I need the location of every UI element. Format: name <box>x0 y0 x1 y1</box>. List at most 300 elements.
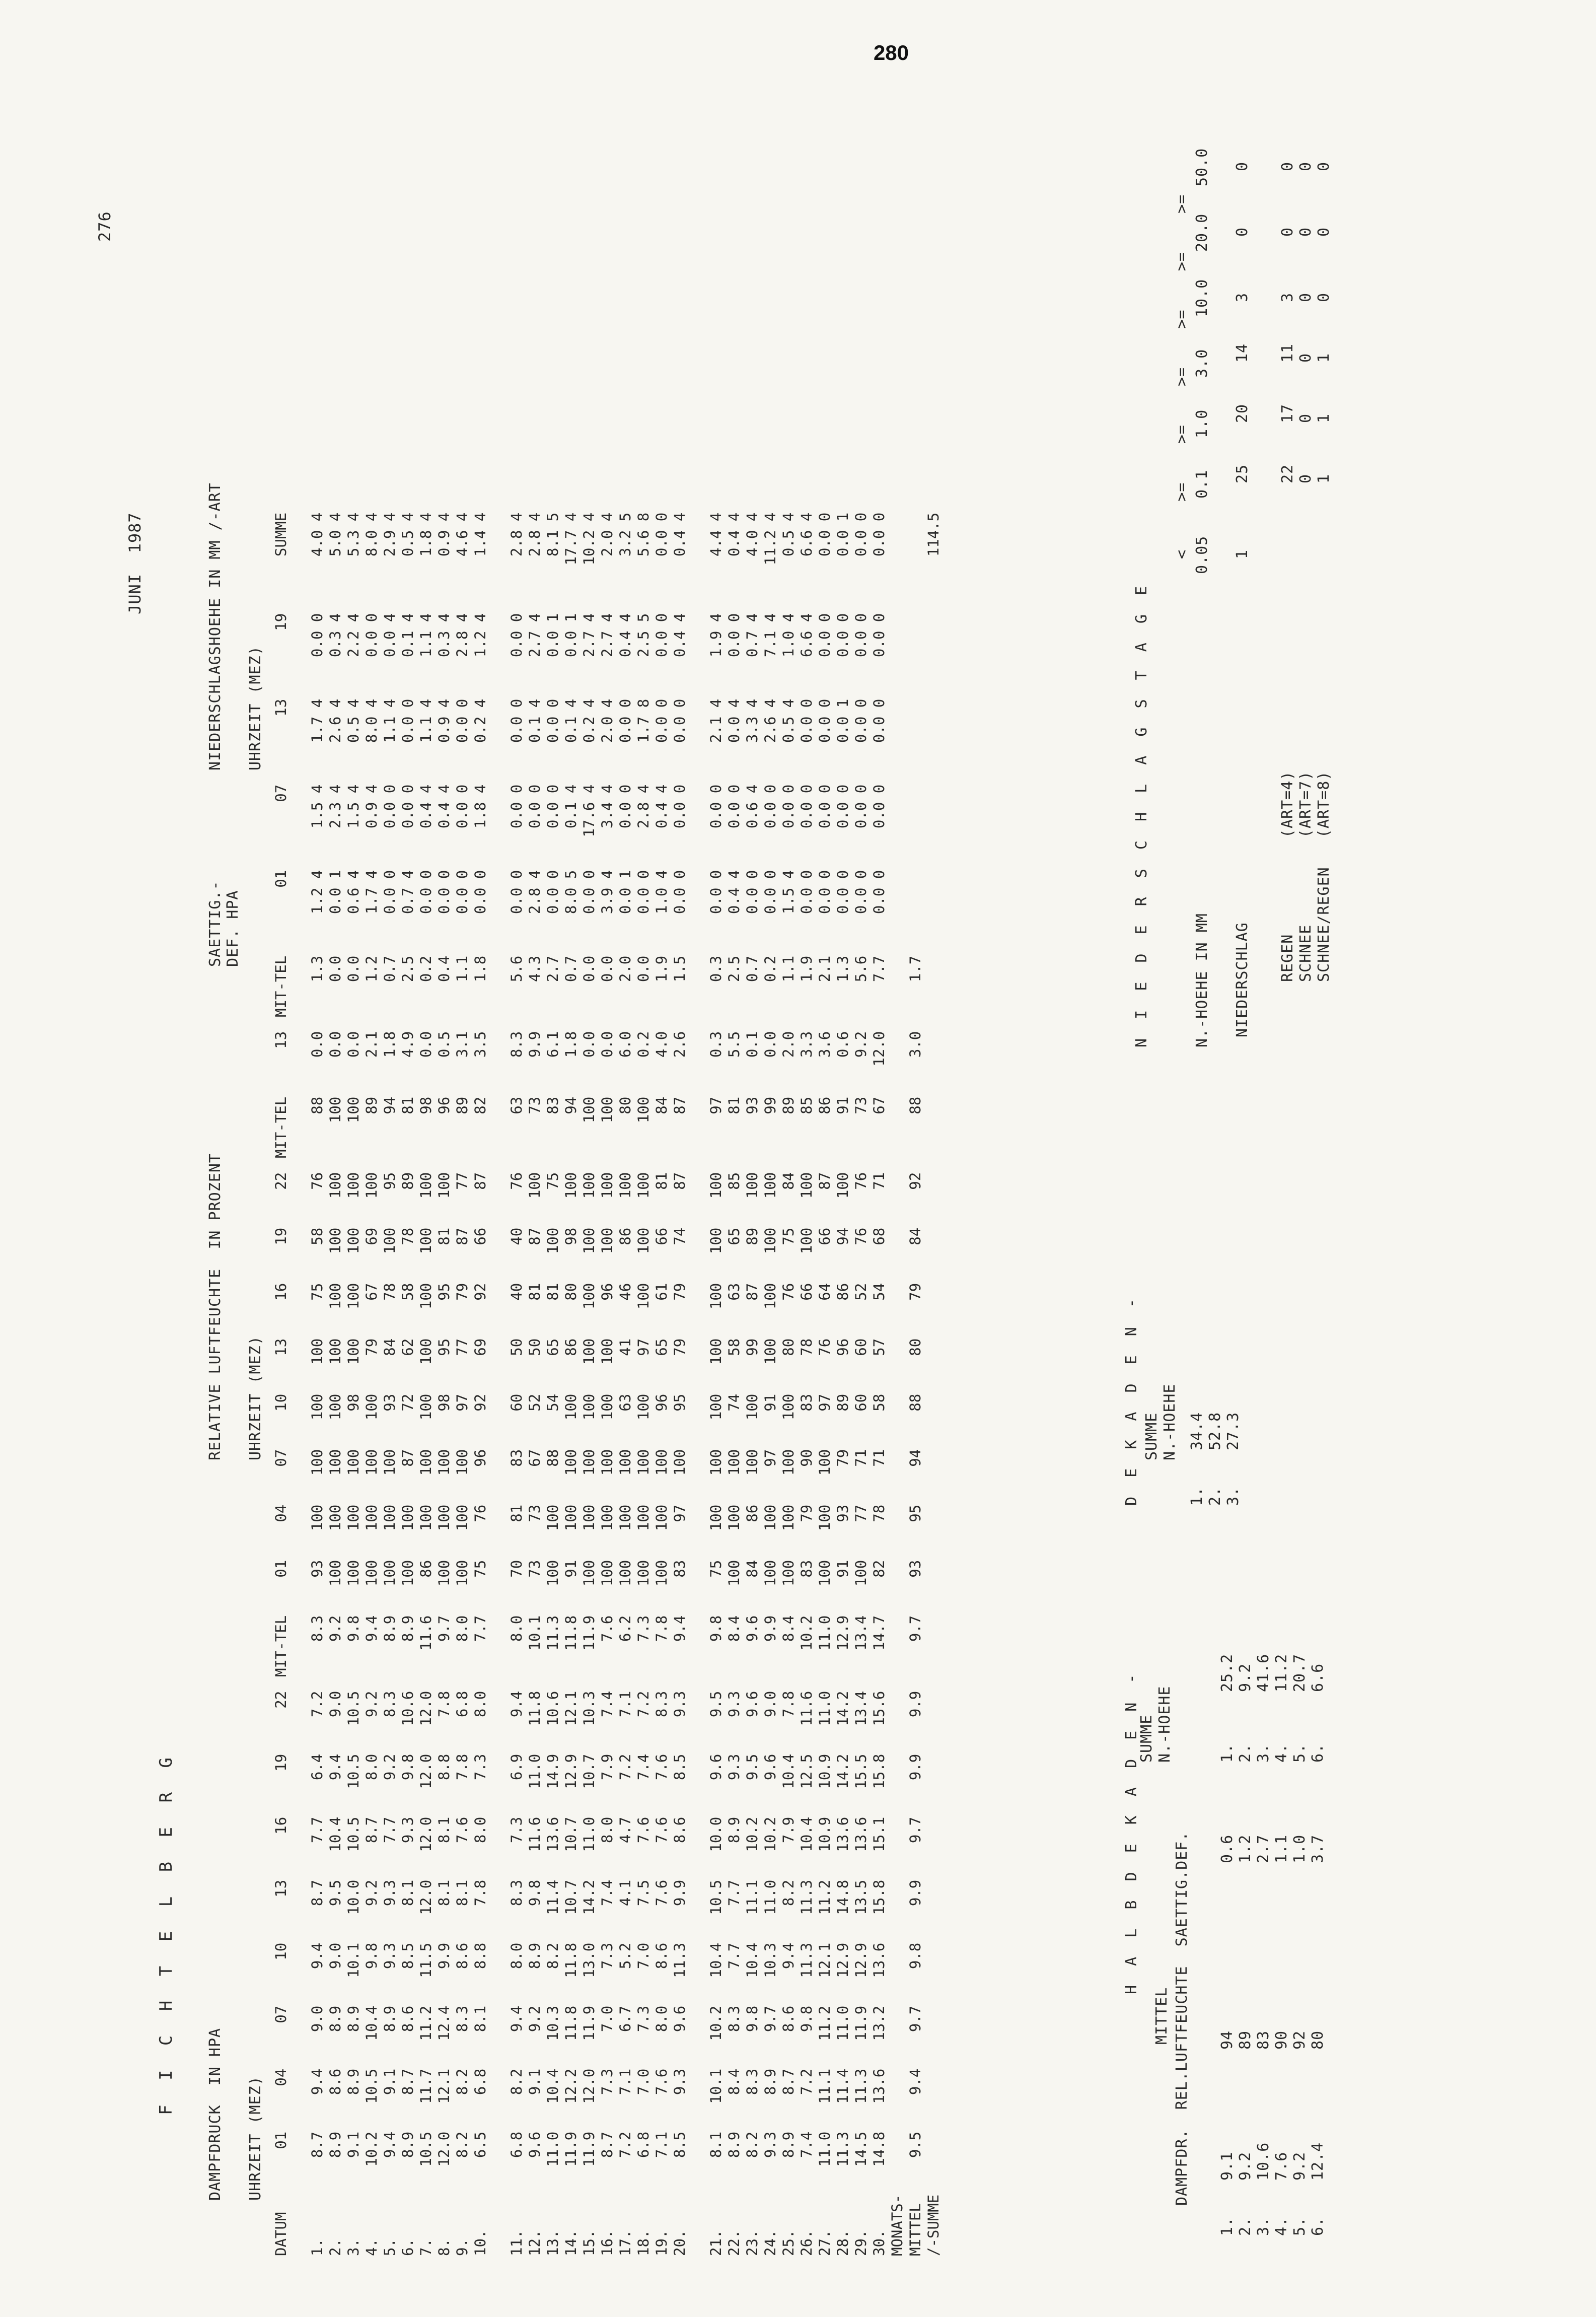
precip-cell: 2.2 4 <box>345 613 362 658</box>
monthly-row <box>906 513 924 2256</box>
vp-mean-cell: 8.4 <box>726 1615 743 1642</box>
empty-cell <box>924 1691 942 1754</box>
sd-mean-cell: 0.0 <box>635 955 652 982</box>
halbdekade-sum: 11.2 <box>1273 1653 1290 1692</box>
halbdekade-number: 6. <box>1309 2216 1327 2236</box>
table-row <box>834 513 852 2256</box>
vp-cell: 9.3 <box>381 1879 398 1907</box>
vp-cell: 10.2 <box>762 1816 779 1852</box>
rh-cell: 100 <box>327 1338 344 1365</box>
precip-cell: 17.6 4 <box>581 784 598 837</box>
vp-cell: 9.4 <box>327 1753 344 1781</box>
vp-cell: 8.1 <box>399 1879 416 1907</box>
vp-cell: 7.4 <box>599 1691 616 1718</box>
rh-cell: 100 <box>417 1449 434 1476</box>
date-cell: 18. <box>635 2229 652 2256</box>
rh-cell: 100 <box>798 1172 815 1199</box>
vp-cell: 7.1 <box>617 2068 634 2095</box>
station-title: F I C H T E L B E R G <box>156 1750 176 2115</box>
rh-cell: 100 <box>345 1283 362 1310</box>
precip-sum-cell: 8.1 5 <box>544 512 561 557</box>
vp-cell: 8.3 <box>508 1879 525 1907</box>
vp-cell: 5.2 <box>617 1942 634 1970</box>
precip-cell: 2.0 4 <box>599 698 616 743</box>
vp-cell: 8.1 <box>436 1879 453 1907</box>
rh-cell: 100 <box>707 1227 724 1254</box>
col-header-pr-hour: 01 <box>272 870 289 888</box>
col-header-pr-hour: 13 <box>272 698 289 717</box>
sd-cell: 12.0 <box>870 1031 888 1067</box>
rh-cell: 100 <box>726 1449 743 1476</box>
rh-cell: 81 <box>526 1283 543 1301</box>
empty-cell <box>924 1817 942 1880</box>
empty-cell <box>924 870 942 956</box>
date-cell: 29. <box>852 2229 869 2256</box>
rh-cell: 100 <box>327 1227 344 1254</box>
vp-cell: 8.9 <box>327 2131 344 2158</box>
rh-cell: 73 <box>526 1560 543 1578</box>
vp-cell: 8.0 <box>599 1816 616 1844</box>
precip-cell: 0.0 0 <box>635 870 652 915</box>
vp-cell: 9.2 <box>363 1691 380 1718</box>
vp-cell: 8.2 <box>454 2068 471 2095</box>
rh-cell: 100 <box>436 1504 453 1531</box>
spacer-row <box>290 513 308 2256</box>
rh-cell: 89 <box>744 1227 761 1245</box>
sd-mean-cell: 0.7 <box>744 955 761 982</box>
precip-cell: 2.3 4 <box>327 784 344 829</box>
vp-cell: 8.6 <box>671 1816 688 1844</box>
rh-mean-cell: 98 <box>417 1096 434 1114</box>
halbdekade-rh: 80 <box>1309 2030 1327 2050</box>
rh-cell: 86 <box>617 1227 634 1245</box>
vp-cell: 13.6 <box>852 1816 869 1852</box>
vp-cell: 12.0 <box>417 1691 434 1726</box>
monthly-rh: 93 <box>907 1560 924 1578</box>
rh-cell: 97 <box>762 1449 779 1467</box>
empty-cell <box>924 1283 942 1339</box>
rh-cell: 100 <box>345 1560 362 1587</box>
rh-cell: 100 <box>762 1504 779 1531</box>
precip-sum-cell: 8.0 4 <box>363 512 380 557</box>
vp-cell: 8.9 <box>327 2005 344 2032</box>
halbdekade-number: 5. <box>1291 2216 1309 2236</box>
vp-cell: 8.7 <box>599 2131 616 2158</box>
vp-cell: 15.5 <box>852 1753 869 1789</box>
niederschlagstage-count: 1 <box>1315 413 1333 423</box>
niederschlagstage-block <box>1133 148 1333 1047</box>
sd-mean-cell: 0.2 <box>762 955 779 982</box>
precip-cell: 0.0 4 <box>726 698 743 743</box>
col-header-vp-hour: 04 <box>272 2068 289 2086</box>
rh-cell: 95 <box>671 1393 688 1412</box>
date-cell: 3. <box>345 2238 362 2256</box>
rh-mean-cell: 81 <box>399 1096 416 1114</box>
precip-cell: 0.0 0 <box>508 784 525 829</box>
table-row <box>417 513 435 2256</box>
rh-cell: 58 <box>726 1338 743 1356</box>
empty-cell <box>888 1031 906 1097</box>
rh-mean-cell: 99 <box>762 1096 779 1114</box>
rh-cell: 76 <box>472 1504 489 1522</box>
rh-cell: 100 <box>581 1283 598 1310</box>
vp-mean-cell: 9.6 <box>744 1615 761 1642</box>
precip-cell: 0.0 0 <box>870 698 888 743</box>
vp-cell: 8.0 <box>653 2005 670 2032</box>
precip-cell: 0.7 4 <box>744 613 761 658</box>
rh-cell: 65 <box>544 1338 561 1356</box>
precip-cell: 0.4 4 <box>671 613 688 658</box>
rh-cell: 81 <box>653 1172 670 1190</box>
rh-cell: 100 <box>780 1449 797 1476</box>
rh-cell: 100 <box>327 1172 344 1199</box>
date-cell: 4. <box>363 2238 380 2256</box>
table-row <box>435 513 453 2256</box>
rh-cell: 93 <box>381 1393 398 1412</box>
precip-cell: 1.7 4 <box>309 698 326 743</box>
precip-cell: 0.0 0 <box>852 613 869 658</box>
monthly-row <box>924 513 942 2256</box>
niederschlagstage-count: 3 <box>1279 292 1296 302</box>
rh-cell: 52 <box>526 1393 543 1412</box>
vp-cell: 10.3 <box>581 1691 598 1726</box>
vp-cell: 14.5 <box>852 2131 869 2167</box>
vp-cell: 7.6 <box>454 1816 471 1844</box>
niederschlagstage-count: 14 <box>1234 343 1251 363</box>
sd-cell: 4.0 <box>653 1031 670 1058</box>
rh-cell: 100 <box>562 1504 579 1531</box>
niederschlagstage-count: 20 <box>1234 403 1251 423</box>
vp-cell: 7.2 <box>617 1753 634 1781</box>
sd-cell: 3.3 <box>798 1031 815 1058</box>
monthly-rh: 79 <box>907 1283 924 1301</box>
rh-cell: 79 <box>798 1504 815 1522</box>
sd-mean-cell: 0.0 <box>581 955 598 982</box>
rh-cell: 66 <box>472 1227 489 1245</box>
rh-mean-cell: 87 <box>671 1096 688 1114</box>
halbdekade-vp: 9.1 <box>1218 2151 1236 2181</box>
vp-mean-cell: 11.8 <box>562 1615 579 1651</box>
halbdekade-sd: 0.6 <box>1218 1834 1236 1863</box>
date-cell: 16. <box>599 2229 616 2256</box>
vp-mean-cell: 9.8 <box>345 1615 362 1642</box>
precip-cell: 0.0 0 <box>671 870 688 915</box>
date-cell: 1. <box>309 2238 326 2256</box>
vp-cell: 8.9 <box>345 2005 362 2032</box>
vp-cell: 9.5 <box>744 1753 761 1781</box>
table-row <box>381 513 399 2256</box>
rh-cell: 77 <box>852 1504 869 1522</box>
vp-mean-cell: 8.0 <box>454 1615 471 1642</box>
date-cell: 21. <box>707 2229 724 2256</box>
vp-cell: 4.1 <box>617 1879 634 1907</box>
vp-cell: 10.5 <box>345 1691 362 1726</box>
rh-cell: 65 <box>726 1227 743 1245</box>
sd-mean-cell: 5.6 <box>508 955 525 982</box>
niederschlagstage-count: 0 <box>1315 161 1333 171</box>
vp-cell: 10.5 <box>707 1879 724 1915</box>
precip-cell: 0.0 0 <box>581 870 598 915</box>
precip-cell: 0.9 4 <box>436 698 453 743</box>
vp-mean-cell: 8.4 <box>780 1615 797 1642</box>
vp-cell: 10.3 <box>544 2005 561 2041</box>
spacer-row <box>489 513 507 2256</box>
rh-cell: 100 <box>617 1449 634 1476</box>
rh-cell: 100 <box>635 1172 652 1199</box>
vp-cell: 10.4 <box>363 2005 380 2041</box>
precip-sum-cell: 0.5 4 <box>780 512 797 557</box>
sd-mean-cell: 1.1 <box>780 955 797 982</box>
precip-cell: 0.0 0 <box>454 698 471 743</box>
sd-cell: 0.0 <box>581 1031 598 1058</box>
vp-cell: 11.1 <box>816 2068 833 2104</box>
sd-cell: 9.2 <box>852 1031 869 1058</box>
monthly-rh: 84 <box>907 1227 924 1245</box>
rh-mean-cell: 96 <box>436 1096 453 1114</box>
precip-cell: 0.2 4 <box>581 698 598 743</box>
halbdekade-vp: 12.4 <box>1309 2142 1327 2181</box>
precip-cell: 0.6 4 <box>744 784 761 829</box>
empty-cell <box>924 1449 942 1505</box>
rh-cell: 100 <box>581 1338 598 1365</box>
date-cell: 24. <box>762 2229 779 2256</box>
precip-cell: 0.5 4 <box>345 698 362 743</box>
rh-cell: 85 <box>726 1172 743 1190</box>
vp-cell: 10.0 <box>707 1816 724 1852</box>
empty-cell <box>906 870 924 956</box>
monthly-rh-mean: 88 <box>907 1096 924 1114</box>
halbdekade-sd: 3.7 <box>1309 1834 1327 1863</box>
empty-cell <box>924 1228 942 1283</box>
vp-cell: 11.0 <box>544 2131 561 2167</box>
vp-cell: 11.3 <box>852 2068 869 2104</box>
empty-cell <box>888 956 906 1031</box>
niederschlagstage-count: 0 <box>1297 353 1315 363</box>
halbdekade-sum: 20.7 <box>1291 1653 1309 1692</box>
table-row <box>870 513 888 2256</box>
vp-cell: 11.1 <box>744 1879 761 1915</box>
table-row <box>616 513 634 2256</box>
rh-cell: 40 <box>508 1283 525 1301</box>
sd-cell: 2.1 <box>363 1031 380 1058</box>
vp-cell: 10.5 <box>345 1816 362 1852</box>
empty-cell <box>924 1754 942 1817</box>
col-header-sd-hour: 13 <box>272 1031 289 1049</box>
rh-cell: 100 <box>599 1338 616 1365</box>
col-header-vp-hour: 01 <box>272 2131 289 2149</box>
precip-sum-cell: 0.4 4 <box>726 512 743 557</box>
sd-mean-cell: 1.1 <box>454 955 471 982</box>
rh-cell: 88 <box>544 1449 561 1467</box>
rh-cell: 52 <box>852 1283 869 1301</box>
rh-cell: 100 <box>454 1560 471 1587</box>
sd-cell: 0.5 <box>436 1031 453 1058</box>
table-row <box>362 513 381 2256</box>
col-header-vp-hour: 22 <box>272 1691 289 1709</box>
vp-cell: 9.8 <box>744 2005 761 2032</box>
vp-mean-cell: 8.3 <box>309 1615 326 1642</box>
rh-cell: 96 <box>834 1338 851 1356</box>
rh-cell: 60 <box>852 1393 869 1412</box>
vp-cell: 11.9 <box>581 2131 598 2167</box>
vp-cell: 6.8 <box>454 1691 471 1718</box>
halbdekade-vp: 7.6 <box>1273 2151 1290 2181</box>
table-row <box>797 513 816 2256</box>
rh-cell: 67 <box>526 1449 543 1467</box>
vp-mean-cell: 7.6 <box>599 1615 616 1642</box>
sd-mean-cell: 2.0 <box>617 955 634 982</box>
vp-cell: 8.8 <box>436 1753 453 1781</box>
sd-mean-cell: 7.7 <box>870 955 888 982</box>
vp-cell: 8.3 <box>381 1691 398 1718</box>
col-header-summe: SUMME <box>272 512 289 557</box>
sd-cell: 5.5 <box>726 1031 743 1058</box>
vp-cell: 7.3 <box>508 1816 525 1844</box>
rh-cell: 65 <box>653 1338 670 1356</box>
precip-cell: 0.0 0 <box>816 784 833 829</box>
empty-cell <box>924 1880 942 1943</box>
monthly-vp: 9.9 <box>907 1753 924 1781</box>
rh-cell: 100 <box>744 1449 761 1476</box>
empty-cell <box>888 2006 906 2069</box>
rh-cell: 100 <box>707 1449 724 1476</box>
precip-cell: 0.0 0 <box>454 870 471 915</box>
empty-cell <box>888 1560 906 1616</box>
rh-cell: 100 <box>399 1560 416 1587</box>
vp-cell: 8.6 <box>399 2005 416 2032</box>
rh-cell: 97 <box>454 1393 471 1412</box>
vp-cell: 8.6 <box>653 1942 670 1970</box>
niederschlagstage-count: 0 <box>1279 227 1296 237</box>
vp-cell: 12.9 <box>834 1942 851 1978</box>
precip-cell: 0.0 0 <box>399 698 416 743</box>
rh-cell: 91 <box>562 1560 579 1578</box>
sd-cell: 0.0 <box>309 1031 326 1058</box>
empty-cell <box>906 513 924 613</box>
precip-sum-cell: 4.4 4 <box>707 512 724 557</box>
vp-cell: 8.1 <box>472 2005 489 2032</box>
vp-cell: 8.0 <box>508 1942 525 1970</box>
rh-cell: 100 <box>417 1283 434 1310</box>
rh-cell: 76 <box>852 1172 869 1190</box>
precip-sum-cell: 2.8 4 <box>526 512 543 557</box>
date-cell: 6. <box>399 2238 416 2256</box>
vp-cell: 13.6 <box>834 1816 851 1852</box>
precip-cell: 2.7 4 <box>526 613 543 658</box>
sd-cell: 0.0 <box>417 1031 434 1058</box>
rh-cell: 100 <box>436 1449 453 1476</box>
col-header-rh-hour: 13 <box>272 1338 289 1356</box>
precip-sum-cell: 0.4 4 <box>671 512 688 557</box>
precip-cell: 0.0 0 <box>436 870 453 915</box>
vp-cell: 12.0 <box>417 1816 434 1852</box>
rh-cell: 100 <box>544 1504 561 1531</box>
date-cell: 17. <box>617 2229 634 2256</box>
precip-cell: 1.1 4 <box>417 613 434 658</box>
precip-cell: 0.0 0 <box>671 698 688 743</box>
vp-mean-cell: 7.8 <box>653 1615 670 1642</box>
rh-cell: 100 <box>417 1393 434 1421</box>
precip-cell: 0.0 0 <box>309 613 326 658</box>
rh-mean-cell: 73 <box>852 1096 869 1114</box>
threshold-value: 10.0 <box>1193 278 1211 317</box>
precip-cell: 0.1 4 <box>526 698 543 743</box>
vp-cell: 9.6 <box>526 2131 543 2158</box>
rh-cell: 100 <box>309 1393 326 1421</box>
rh-time-label: UHRZEIT (MEZ) <box>247 1336 264 1460</box>
niederschlagstage-row-label: NIEDERSCHLAG <box>1234 922 1251 1037</box>
niederschlagstage-count: 0 <box>1297 292 1315 302</box>
table-row <box>580 513 598 2256</box>
vp-mean-cell: 9.2 <box>327 1615 344 1642</box>
rh-cell: 75 <box>309 1283 326 1301</box>
precip-cell: 0.0 1 <box>617 870 634 915</box>
sd-mean-cell: 2.7 <box>544 955 561 982</box>
rh-cell: 76 <box>816 1338 833 1356</box>
sd-cell: 3.6 <box>816 1031 833 1058</box>
col-header-vp-hour: 07 <box>272 2005 289 2023</box>
precip-cell: 0.6 4 <box>345 870 362 915</box>
rh-cell: 95 <box>436 1338 453 1356</box>
niederschlagstage-hoehe-label: N.-HOEHE IN MM <box>1193 913 1211 1047</box>
date-cell: 15. <box>581 2229 598 2256</box>
rh-cell: 100 <box>599 1504 616 1531</box>
empty-cell <box>888 2069 906 2132</box>
rh-cell: 100 <box>744 1172 761 1199</box>
halbdekade-vp: 9.2 <box>1237 2151 1254 2181</box>
rh-cell: 60 <box>852 1338 869 1356</box>
precip-sum-cell: 4.0 4 <box>744 512 761 557</box>
rh-cell: 77 <box>454 1172 471 1190</box>
empty-cell <box>924 1505 942 1560</box>
sd-mean-cell: 0.0 <box>327 955 344 982</box>
col-header-rh-hour: 22 <box>272 1172 289 1190</box>
rh-cell: 79 <box>671 1338 688 1356</box>
threshold-value: 0.05 <box>1193 535 1211 574</box>
rh-cell: 100 <box>345 1338 362 1365</box>
rh-cell: 74 <box>726 1393 743 1412</box>
rh-cell: 90 <box>798 1449 815 1467</box>
vp-cell: 15.1 <box>870 1816 888 1852</box>
empty-cell <box>924 1394 942 1449</box>
precip-cell: 0.0 0 <box>653 613 670 658</box>
rh-cell: 100 <box>581 1172 598 1199</box>
halbdekaden-title: H A L B D E K A D E N - <box>1123 1669 1140 1994</box>
empty-cell <box>888 1394 906 1449</box>
precip-cell: 0.0 0 <box>798 698 815 743</box>
rh-cell: 97 <box>635 1338 652 1356</box>
halbdekaden-summe-label: SUMME N.-HOEHE <box>1138 1686 1174 1763</box>
monthly-vp: 9.5 <box>907 2131 924 2158</box>
precip-cell: 0.1 4 <box>562 784 579 829</box>
vp-cell: 13.0 <box>581 1942 598 1978</box>
vp-cell: 7.1 <box>617 1691 634 1718</box>
vp-cell: 11.2 <box>816 1879 833 1915</box>
vp-cell: 11.4 <box>544 1879 561 1915</box>
precip-cell: 0.0 0 <box>816 870 833 915</box>
sd-mean-cell: 0.4 <box>436 955 453 982</box>
vp-cell: 9.3 <box>762 2131 779 2158</box>
precip-cell: 0.0 0 <box>617 698 634 743</box>
niederschlagstage-count: 0 <box>1234 161 1251 171</box>
rh-cell: 100 <box>327 1504 344 1531</box>
vp-cell: 7.6 <box>653 1816 670 1844</box>
precip-sum-cell: 6.6 4 <box>798 512 815 557</box>
halbdekaden-col-labels: DAMPFDR. REL.LUFTFEUCHTE SAETTIG.DEF. <box>1173 1831 1191 2206</box>
vp-cell: 9.6 <box>744 1691 761 1718</box>
vp-cell: 7.7 <box>381 1816 398 1844</box>
rh-cell: 86 <box>834 1283 851 1301</box>
